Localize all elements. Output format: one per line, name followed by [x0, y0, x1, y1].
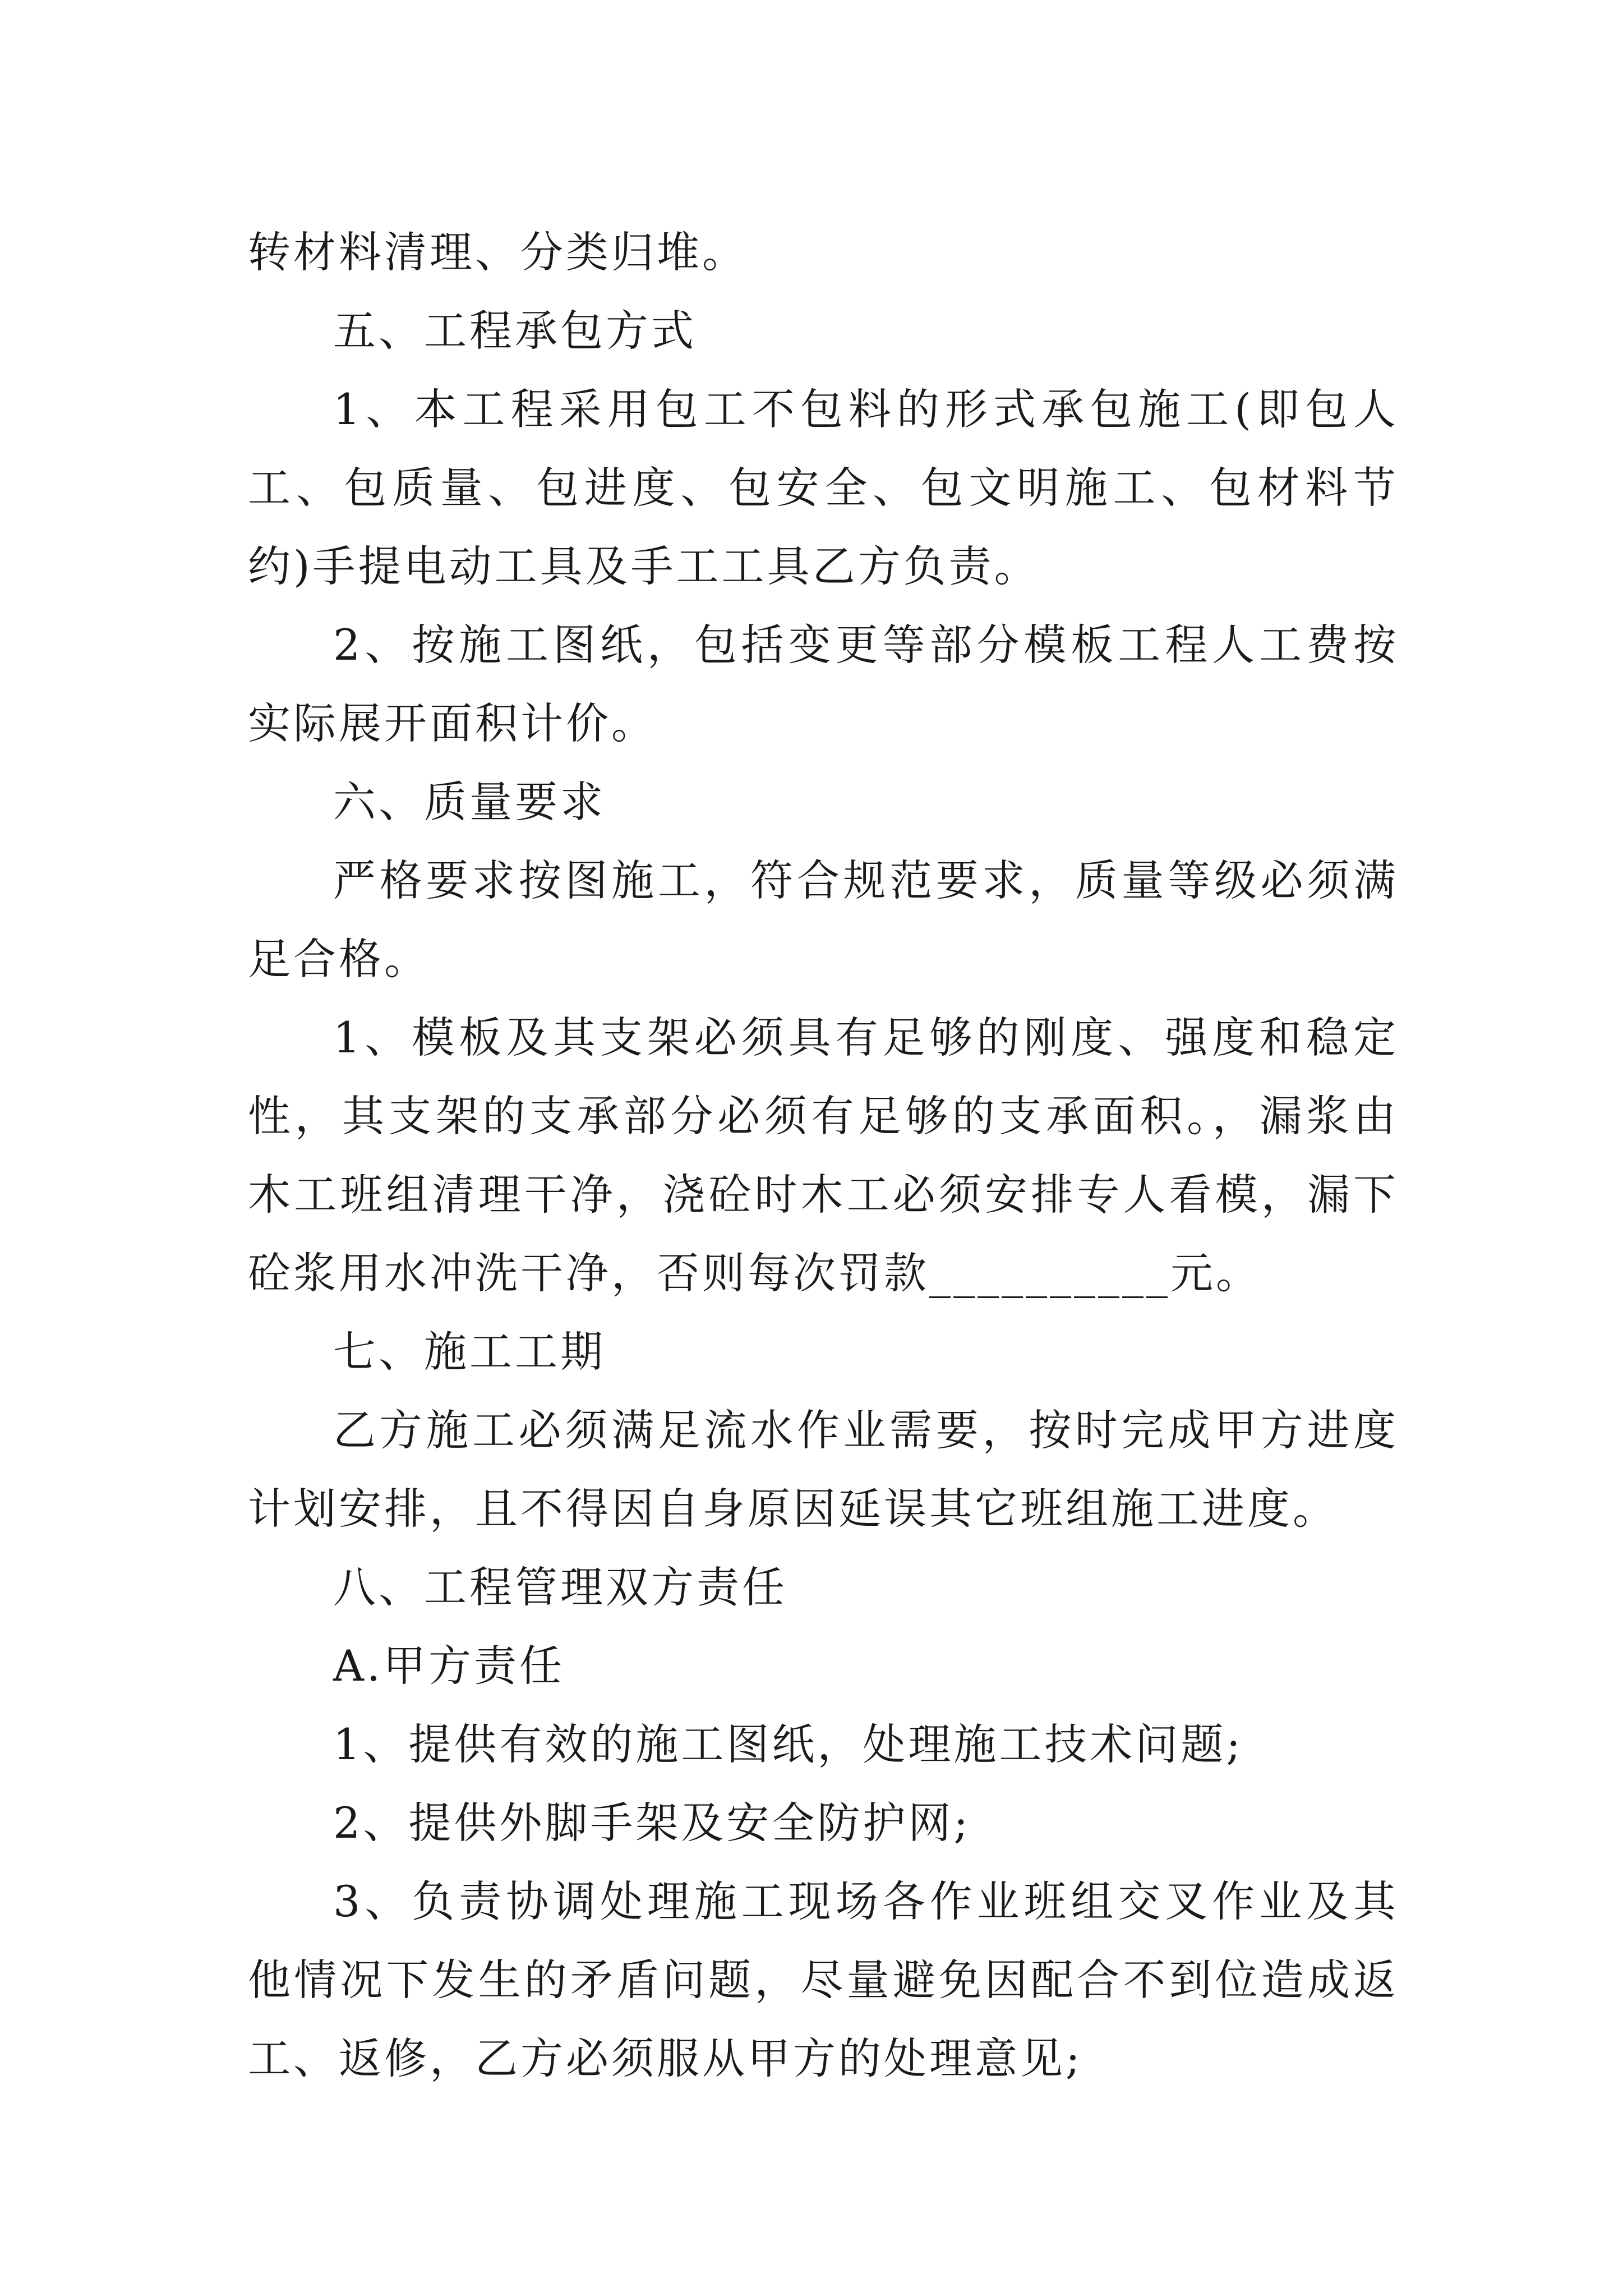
section-heading-schedule: 七、施工工期: [333, 1327, 606, 1377]
section-heading-contract-method: 五、工程承包方式: [333, 306, 697, 356]
paragraph-party-a-3: 3、负责协调处理施工现场各作业班组交叉作业及其他情况下发生的矛盾问题，尽量避免因配合不到位造成返工、返修，乙方必须服从甲方的处理意见;: [248, 1876, 1399, 2083]
paragraph-quality-1: 1、模板及其支架必须具有足够的刚度、强度和稳定性，其支架的支承部分必须有足够的支承面积。，漏浆由木工班组清理干净，浇砼时木工必须安排专人看模，漏下砼浆用水冲洗干净，否则每次罚款__________元。: [248, 1013, 1399, 1298]
subheading-party-a: A.甲方责任: [333, 1641, 565, 1691]
paragraph-party-a-1: 1、提供有效的施工图纸，处理施工技术问题;: [333, 1719, 1243, 1769]
paragraph-schedule: 乙方施工必须满足流水作业需要，按时完成甲方进度计划安排，且不得因自身原因延误其它班组施工进度。: [248, 1405, 1399, 1534]
paragraph-quality-intro: 严格要求按图施工，符合规范要求，质量等级必须满足合格。: [248, 855, 1399, 984]
paragraph-contract-method-2: 2、按施工图纸，包括变更等部分模板工程人工费按实际展开面积计价。: [248, 620, 1399, 748]
section-heading-quality: 六、质量要求: [333, 777, 606, 827]
document-body: [248, 213, 1399, 2098]
section-heading-responsibilities: 八、工程管理双方责任: [333, 1562, 787, 1612]
paragraph-continuation: 转材料清理、分类归堆。: [248, 227, 748, 277]
paragraph-party-a-2: 2、提供外脚手架及安全防护网;: [333, 1798, 971, 1848]
paragraph-contract-method-1: 1、本工程采用包工不包料的形式承包施工(即包人工、包质量、包进度、包安全、包文明施工、包材料节约)手提电动工具及手工工具乙方负责。: [248, 384, 1399, 591]
